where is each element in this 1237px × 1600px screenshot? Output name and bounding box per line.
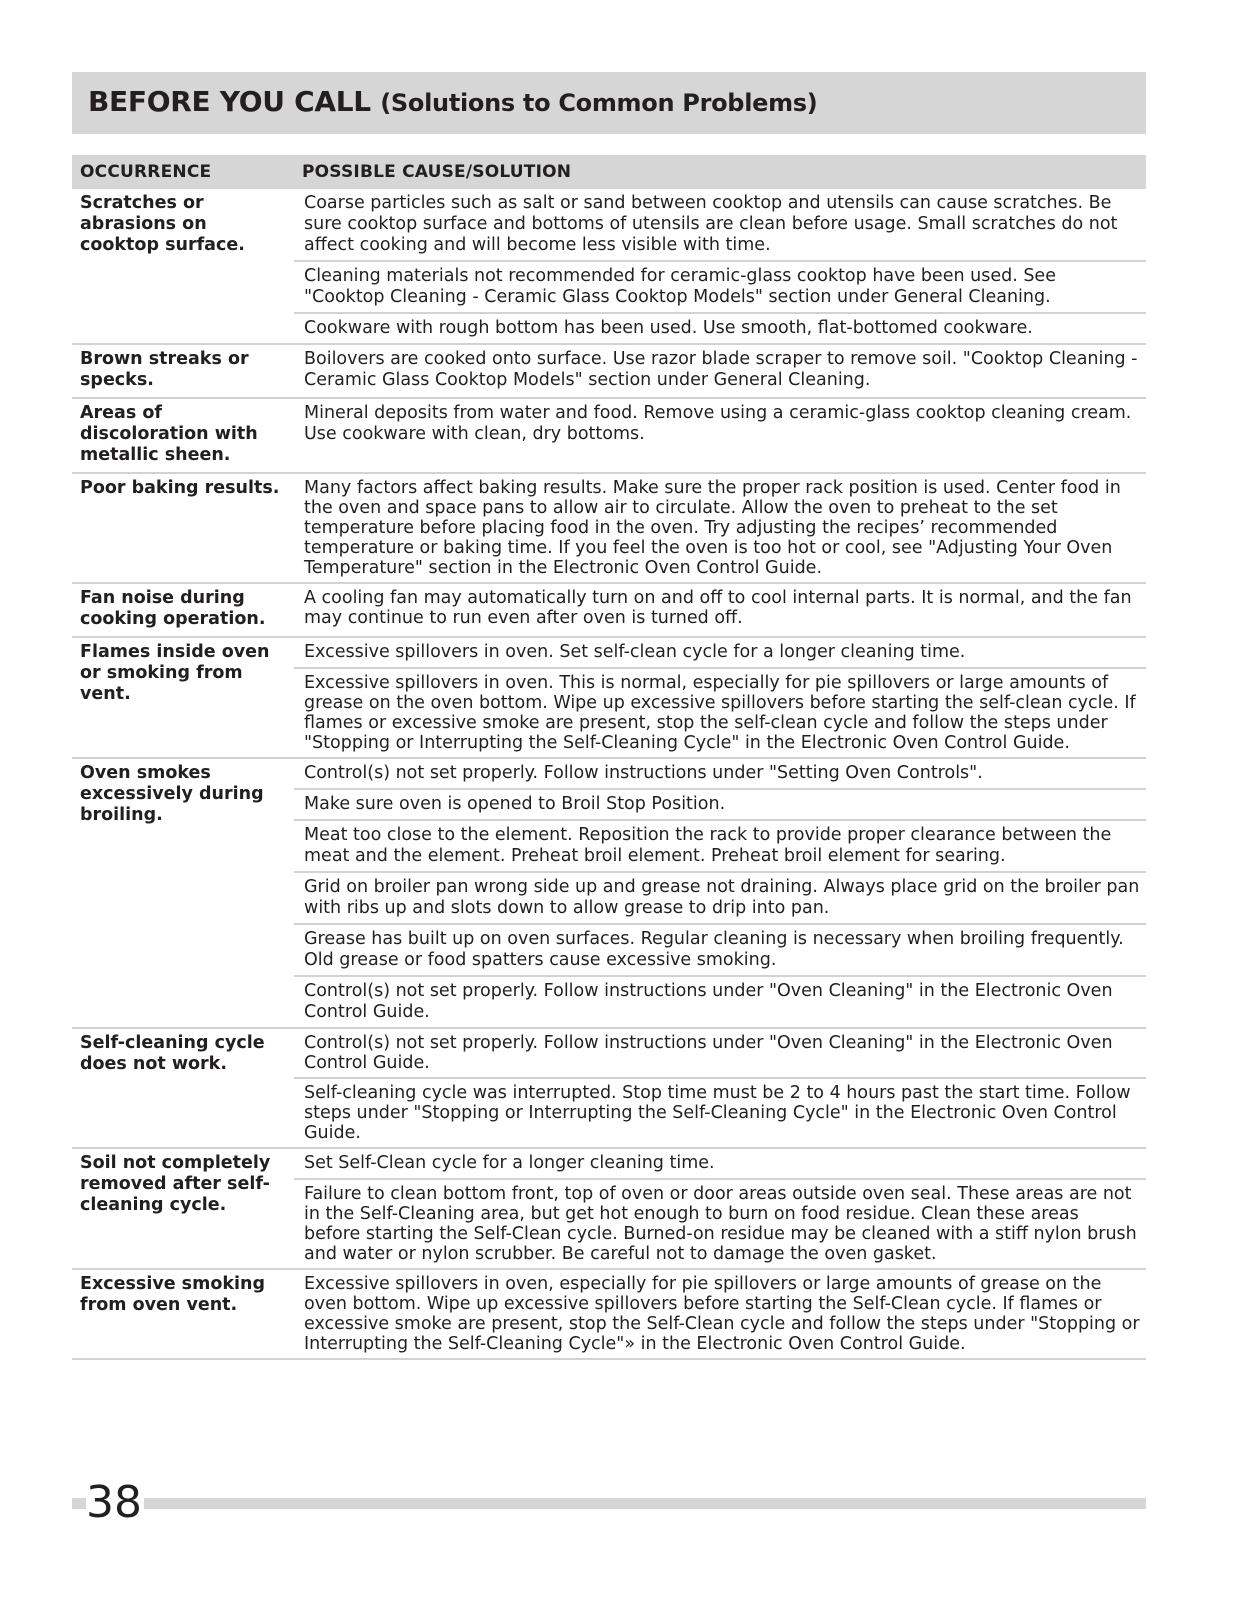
table-row [72, 189, 1146, 261]
page-title [88, 82, 817, 123]
solution-cell: Boilovers are cooked onto surface. Use razor blade scraper to remove soil. "Cooktop Cleaning - Ceramic Glass Cooktop Models" section under General Cleaning. [294, 344, 1146, 398]
table-row [72, 1028, 1146, 1078]
solution-cell: Make sure oven is opened to Broil Stop Position. [294, 789, 1146, 820]
solution-cell: Control(s) not set properly. Follow instructions under "Oven Cleaning" in the Electronic Oven Control Guide. [294, 1028, 1146, 1078]
page-number: 38 [86, 1477, 142, 1528]
column-header-occurrence: OCCURRENCE [72, 155, 294, 189]
occurrence-cell: Brown streaks or specks. [72, 344, 294, 398]
solution-cell: Grease has built up on oven surfaces. Regular cleaning is necessary when broiling frequently. Old grease or food spatters cause excessive smoking. [294, 924, 1146, 976]
table-row [72, 583, 1146, 637]
solution-cell: Many factors affect baking results. Make sure the proper rack position is used. Center food in the oven and space pans to allow air to circulate. Allow the oven to preheat to the set temperature before placing food in the oven. Try adjusting the recipes’ recommended temperature or baking time. If you feel the oven is too hot or cool, see "Adjusting Your Oven Temperature" section in the Electronic Oven Control Guide. [294, 473, 1146, 583]
occurrence-cell: Excessive smoking from oven vent. [72, 1269, 294, 1359]
occurrence-cell: Soil not completely removed after self-cleaning cycle. [72, 1148, 294, 1269]
page-title-subtitle: (Solutions to Common Problems) [380, 89, 818, 117]
header-band [72, 72, 1146, 134]
table-row [72, 1148, 1146, 1179]
table-row [72, 398, 1146, 473]
occurrence-cell: Oven smokes excessively during broiling. [72, 758, 294, 1028]
table-header-row [72, 155, 1146, 189]
occurrence-cell: Areas of discoloration with metallic sheen. [72, 398, 294, 473]
solution-cell: Failure to clean bottom front, top of oven or door areas outside oven seal. These areas are not in the Self-Cleaning area, but get hot enough to burn on food residue. Clean these areas before starting the Self-Clean cycle. Burned-on residue may be cleaned with a stiff nylon brush and water or nylon scrubber. Be careful not to damage the oven gasket. [294, 1179, 1146, 1269]
solution-cell: Meat too close to the element. Reposition the rack to provide proper clearance between the meat and the element. Preheat broil element. Preheat broil element for searing. [294, 820, 1146, 872]
solution-cell: Control(s) not set properly. Follow instructions under "Setting Oven Controls". [294, 758, 1146, 789]
table-row [72, 637, 1146, 668]
occurrence-cell: Fan noise during cooking operation. [72, 583, 294, 637]
solution-cell: Mineral deposits from water and food. Remove using a ceramic-glass cooktop cleaning cream. Use cookware with clean, dry bottoms. [294, 398, 1146, 473]
occurrence-cell: Poor baking results. [72, 473, 294, 583]
occurrence-cell: Flames inside oven or smoking from vent. [72, 637, 294, 758]
solution-cell: A cooling fan may automatically turn on and off to cool internal parts. It is normal, and the fan may continue to run even after oven is turned off. [294, 583, 1146, 637]
table-row [72, 758, 1146, 789]
solution-cell: Cleaning materials not recommended for ceramic-glass cooktop have been used. See "Cooktop Cleaning - Ceramic Glass Cooktop Models" section under General Cleaning. [294, 261, 1146, 313]
occurrence-cell: Self-cleaning cycle does not work. [72, 1028, 294, 1148]
occurrence-cell: Scratches or abrasions on cooktop surface. [72, 189, 294, 344]
solution-cell: Excessive spillovers in oven. This is normal, especially for pie spillovers or large amounts of grease on the oven bottom. Wipe up excessive spillovers before starting the self-clean cycle. If flames or excessive smoke are present, stop the self-clean cycle and follow the steps under "Stopping or Interrupting the Self-Cleaning Cycle" in the Electronic Oven Control Guide. [294, 668, 1146, 758]
solution-cell: Coarse particles such as salt or sand between cooktop and utensils can cause scratches. Be sure cooktop surface and bottoms of utensils are clean before usage. Small scratches do not affect cooking and will become less visible with time. [294, 189, 1146, 261]
footer-band [72, 1498, 1146, 1509]
solution-cell: Cookware with rough bottom has been used. Use smooth, flat-bottomed cookware. [294, 313, 1146, 344]
solution-cell: Excessive spillovers in oven, especially for pie spillovers or large amounts of grease on the oven bottom. Wipe up excessive spillovers before starting the Self-Clean cycle. If flames or excessive smoke are present, stop the Self-Clean cycle and follow the steps under "Stopping or Interrupting the Self-Cleaning Cycle"» in the Electronic Oven Control Guide. [294, 1269, 1146, 1359]
troubleshooting-table [72, 155, 1146, 1360]
page-title-main: BEFORE YOU CALL [88, 85, 371, 118]
table-row [72, 473, 1146, 583]
solution-cell: Set Self-Clean cycle for a longer cleaning time. [294, 1148, 1146, 1179]
solution-cell: Grid on broiler pan wrong side up and grease not draining. Always place grid on the broiler pan with ribs up and slots down to allow grease to drip into pan. [294, 872, 1146, 924]
solution-cell: Control(s) not set properly. Follow instructions under "Oven Cleaning" in the Electronic Oven Control Guide. [294, 976, 1146, 1028]
solution-cell: Excessive spillovers in oven. Set self-clean cycle for a longer cleaning time. [294, 637, 1146, 668]
table-row [72, 1269, 1146, 1359]
table-row [72, 344, 1146, 398]
column-header-solution: POSSIBLE CAUSE/SOLUTION [294, 155, 1146, 189]
solution-cell: Self-cleaning cycle was interrupted. Stop time must be 2 to 4 hours past the start time. Follow steps under "Stopping or Interrupting the Self-Cleaning Cycle" in the Electronic Oven Control Guide. [294, 1078, 1146, 1148]
